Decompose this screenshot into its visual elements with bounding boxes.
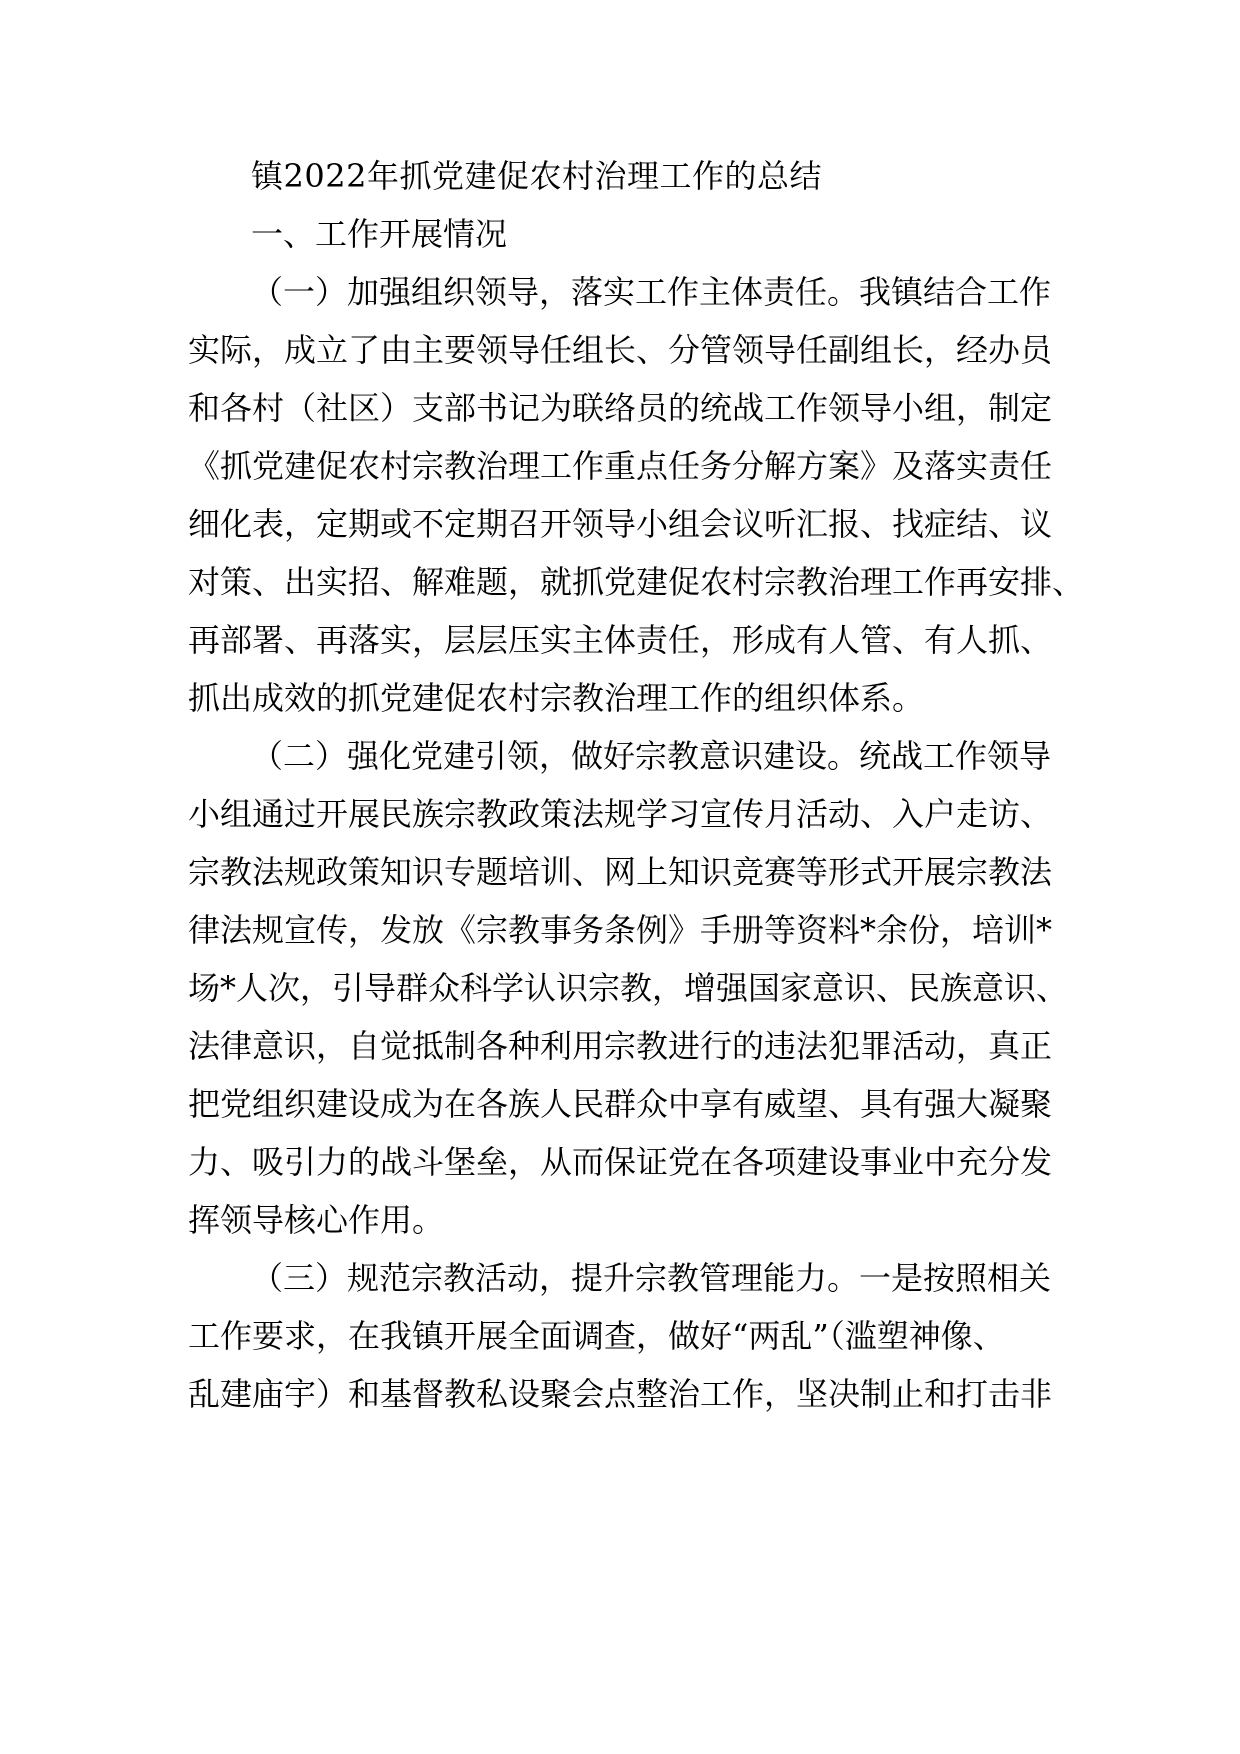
paragraph-2-line: 挥领导核心作用。 [188, 1201, 445, 1239]
paragraph-1-line: 实际，成立了由主要领导任组长、分管领导任副组长，经办员 [188, 331, 1053, 369]
document-title: 镇2022年抓党建促农村治理工作的总结 [251, 157, 822, 195]
paragraph-2-line: 场*人次，引导群众科学认识宗教，增强国家意识、民族意识、 [188, 969, 1069, 1007]
paragraph-1-line: 对策、出实招、解难题，就抓党建促农村宗教治理工作再安排、 [188, 563, 1085, 601]
paragraph-1-line: （一）加强组织领导，落实工作主体责任。我镇结合工作 [251, 273, 1052, 311]
paragraph-2-line: 力、吸引力的战斗堡垒，从而保证党在各项建设事业中充分发 [188, 1143, 1053, 1181]
paragraph-2-line: 小组通过开展民族宗教政策法规学习宣传月活动、入户走访、 [188, 795, 1053, 833]
paragraph-1-line: 《抓党建促农村宗教治理工作重点任务分解方案》及落实责任 [188, 447, 1053, 485]
section-heading: 一、工作开展情况 [251, 215, 508, 253]
paragraph-2-line: （二）强化党建引领，做好宗教意识建设。统战工作领导 [251, 737, 1052, 775]
paragraph-1-line: 和各村（社区）支部书记为联络员的统战工作领导小组，制定 [188, 389, 1053, 427]
paragraph-3-line: 工作要求，在我镇开展全面调查，做好“两乱”（滥塑神像、 [188, 1317, 1005, 1355]
paragraph-3-line: 乱建庙宇）和基督教私设聚会点整治工作，坚决制止和打击非 [188, 1375, 1053, 1413]
paragraph-1-line: 抓出成效的抓党建促农村宗教治理工作的组织体系。 [188, 679, 925, 717]
paragraph-3-line: （三）规范宗教活动，提升宗教管理能力。一是按照相关 [251, 1259, 1052, 1297]
paragraph-1-line: 再部署、再落实，层层压实主体责任，形成有人管、有人抓、 [188, 621, 1053, 659]
paragraph-2-line: 把党组织建设成为在各族人民群众中享有威望、具有强大凝聚 [188, 1085, 1053, 1123]
paragraph-2-line: 宗教法规政策知识专题培训、网上知识竞赛等形式开展宗教法 [188, 853, 1053, 891]
paragraph-2-line: 律法规宣传，发放《宗教事务条例》手册等资料*余份，培训* [188, 911, 1053, 949]
paragraph-2-line: 法律意识，自觉抵制各种利用宗教进行的违法犯罪活动，真正 [188, 1027, 1053, 1065]
paragraph-1-line: 细化表，定期或不定期召开领导小组会议听汇报、找症结、议 [188, 505, 1053, 543]
